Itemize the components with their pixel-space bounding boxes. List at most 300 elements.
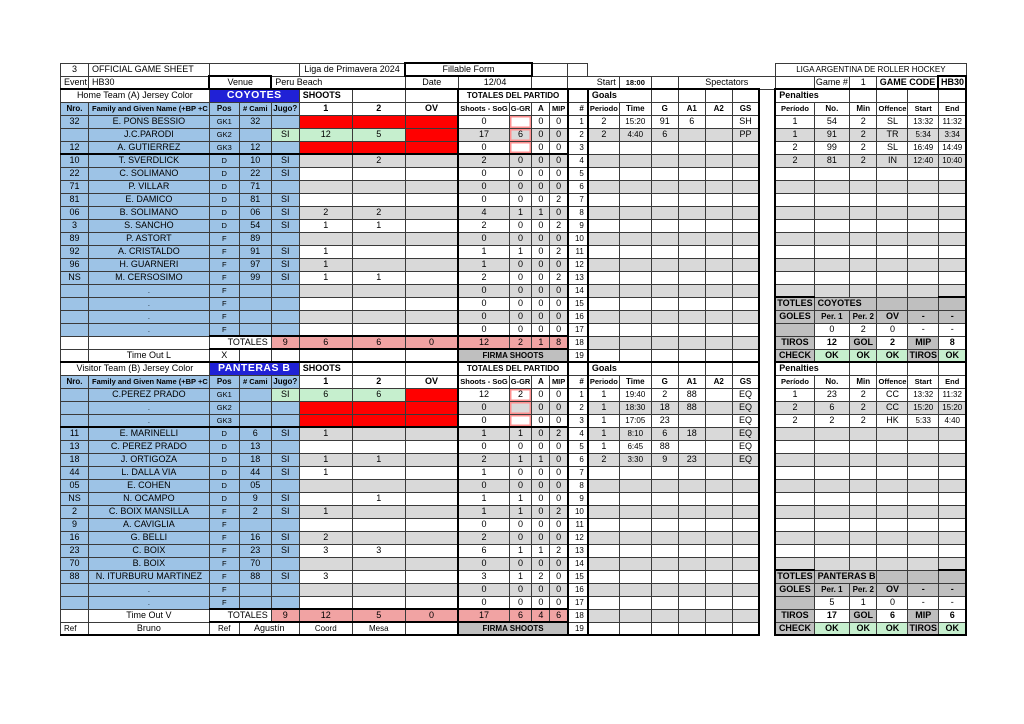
player-mip[interactable]: 0 xyxy=(550,310,568,323)
goal-periodo[interactable] xyxy=(588,297,619,310)
penalty-min[interactable]: 2 xyxy=(850,128,877,141)
penalty-player-no[interactable] xyxy=(814,232,849,245)
goal-scorer[interactable] xyxy=(651,180,678,193)
goal-assist1[interactable] xyxy=(678,557,705,570)
player-a[interactable]: 0 xyxy=(532,258,550,271)
player-nro[interactable]: 81 xyxy=(61,193,89,206)
player-sog[interactable]: 0 xyxy=(458,557,509,570)
shoot-period1-cell[interactable] xyxy=(299,414,352,427)
player-g-gr[interactable]: 0 xyxy=(509,583,532,596)
player-cami[interactable] xyxy=(239,297,271,310)
penalty-end[interactable] xyxy=(938,479,966,492)
shoot-period1-cell[interactable] xyxy=(299,297,352,310)
goal-assist1[interactable] xyxy=(678,206,705,219)
player-sog[interactable]: 2 xyxy=(458,271,509,284)
player-pos[interactable]: F xyxy=(209,583,239,596)
player-a[interactable]: 0 xyxy=(532,154,550,167)
goal-periodo[interactable] xyxy=(588,466,619,479)
goal-periodo[interactable] xyxy=(588,531,619,544)
shoot-period1-cell[interactable]: 2 xyxy=(299,206,352,219)
penalty-start[interactable] xyxy=(908,440,939,453)
player-nro[interactable]: 89 xyxy=(61,232,89,245)
player-pos[interactable]: F xyxy=(209,284,239,297)
player-jugo[interactable]: SI xyxy=(271,258,299,271)
player-cami[interactable] xyxy=(239,583,271,596)
player-mip[interactable]: 0 xyxy=(550,466,568,479)
penalty-offence[interactable]: SL xyxy=(877,115,908,128)
penalty-periodo[interactable] xyxy=(775,232,814,245)
player-g-gr[interactable]: 1 xyxy=(509,492,532,505)
penalty-start[interactable]: 5:34 xyxy=(908,128,939,141)
goal-periodo[interactable] xyxy=(588,336,619,349)
player-pos[interactable]: F xyxy=(209,245,239,258)
player-pos[interactable]: F xyxy=(209,297,239,310)
penalty-player-no[interactable] xyxy=(814,206,849,219)
shoot-ov-cell[interactable] xyxy=(405,583,458,596)
penalty-end[interactable] xyxy=(938,544,966,557)
player-sog[interactable]: 0 xyxy=(458,323,509,336)
penalty-periodo[interactable]: 1 xyxy=(775,115,814,128)
shoot-ov-cell[interactable] xyxy=(405,128,458,141)
player-nro[interactable] xyxy=(61,596,89,609)
penalty-offence[interactable] xyxy=(877,167,908,180)
goal-time[interactable]: 18:30 xyxy=(619,401,651,414)
player-cami[interactable]: 89 xyxy=(239,232,271,245)
player-nro[interactable] xyxy=(61,401,89,414)
shoot-ov-cell[interactable] xyxy=(405,427,458,440)
goal-gs[interactable] xyxy=(732,349,759,362)
penalty-start[interactable] xyxy=(908,505,939,518)
player-pos[interactable]: D xyxy=(209,193,239,206)
penalty-offence[interactable] xyxy=(877,544,908,557)
penalty-periodo[interactable] xyxy=(775,531,814,544)
goal-assist2[interactable] xyxy=(705,258,732,271)
goal-assist1[interactable] xyxy=(678,518,705,531)
goal-gs[interactable]: EQ xyxy=(732,414,759,427)
player-mip[interactable]: 0 xyxy=(550,414,568,427)
goal-assist1[interactable] xyxy=(678,180,705,193)
goal-periodo[interactable] xyxy=(588,271,619,284)
player-g-gr[interactable]: 1 xyxy=(509,544,532,557)
player-jugo[interactable]: SI xyxy=(271,466,299,479)
penalty-min[interactable] xyxy=(850,245,877,258)
player-nro[interactable]: 88 xyxy=(61,570,89,583)
penalty-player-no[interactable]: 23 xyxy=(814,388,849,401)
shoot-period1-cell[interactable] xyxy=(299,284,352,297)
player-g-gr[interactable]: 0 xyxy=(509,479,532,492)
penalty-min[interactable] xyxy=(850,167,877,180)
penalty-player-no[interactable] xyxy=(814,284,849,297)
penalty-player-no[interactable] xyxy=(814,427,849,440)
shoot-ov-cell[interactable] xyxy=(405,401,458,414)
player-name[interactable]: A. CRISTALDO xyxy=(89,245,210,258)
goal-time[interactable] xyxy=(619,206,651,219)
penalty-end[interactable] xyxy=(938,180,966,193)
penalty-periodo[interactable] xyxy=(775,453,814,466)
goal-periodo[interactable]: 2 xyxy=(588,128,619,141)
player-pos[interactable]: F xyxy=(209,518,239,531)
shoot-period1-cell[interactable] xyxy=(299,232,352,245)
shoot-ov-cell[interactable] xyxy=(405,115,458,128)
goal-assist1[interactable] xyxy=(678,531,705,544)
penalty-player-no[interactable] xyxy=(814,557,849,570)
shoot-period2-cell[interactable] xyxy=(352,466,405,479)
penalty-min[interactable] xyxy=(850,180,877,193)
player-sog[interactable]: 1 xyxy=(458,258,509,271)
goal-assist1[interactable] xyxy=(678,349,705,362)
goal-assist1[interactable] xyxy=(678,310,705,323)
penalty-offence[interactable]: HK xyxy=(877,414,908,427)
penalty-end[interactable] xyxy=(938,284,966,297)
penalty-offence[interactable] xyxy=(877,466,908,479)
goal-scorer[interactable]: 88 xyxy=(651,440,678,453)
shoot-period1-cell[interactable] xyxy=(299,557,352,570)
goal-scorer[interactable]: 6 xyxy=(651,128,678,141)
penalty-player-no[interactable] xyxy=(814,440,849,453)
shoot-period1-cell[interactable] xyxy=(299,180,352,193)
penalty-periodo[interactable] xyxy=(775,245,814,258)
goal-scorer[interactable] xyxy=(651,518,678,531)
shoot-period1-cell[interactable] xyxy=(299,310,352,323)
penalty-min[interactable] xyxy=(850,479,877,492)
goal-assist1[interactable] xyxy=(678,297,705,310)
goal-scorer[interactable] xyxy=(651,206,678,219)
player-nro[interactable]: 05 xyxy=(61,479,89,492)
shoot-period2-cell[interactable]: 1 xyxy=(352,492,405,505)
player-a[interactable]: 0 xyxy=(532,128,550,141)
goal-periodo[interactable] xyxy=(588,505,619,518)
penalty-start[interactable]: 13:32 xyxy=(908,115,939,128)
player-g-gr[interactable]: 6 xyxy=(509,128,532,141)
player-sog[interactable]: 0 xyxy=(458,141,509,154)
penalty-min[interactable]: 2 xyxy=(850,414,877,427)
player-cami[interactable]: 10 xyxy=(239,154,271,167)
penalty-player-no[interactable] xyxy=(814,492,849,505)
goal-scorer[interactable] xyxy=(651,154,678,167)
goal-gs[interactable] xyxy=(732,479,759,492)
player-sog[interactable]: 12 xyxy=(458,388,509,401)
player-cami[interactable]: 6 xyxy=(239,427,271,440)
player-pos[interactable]: D xyxy=(209,427,239,440)
penalty-min[interactable]: 2 xyxy=(850,401,877,414)
player-mip[interactable]: 0 xyxy=(550,401,568,414)
penalty-end[interactable] xyxy=(938,557,966,570)
goal-periodo[interactable] xyxy=(588,219,619,232)
player-pos[interactable]: F xyxy=(209,271,239,284)
goal-assist1[interactable] xyxy=(678,440,705,453)
goal-time[interactable] xyxy=(619,167,651,180)
goal-gs[interactable] xyxy=(732,622,759,635)
shoot-ov-cell[interactable] xyxy=(405,466,458,479)
penalty-player-no[interactable] xyxy=(814,219,849,232)
goal-time[interactable] xyxy=(619,466,651,479)
player-g-gr[interactable]: 0 xyxy=(509,297,532,310)
penalty-end[interactable]: 11:32 xyxy=(938,115,966,128)
player-pos[interactable]: F xyxy=(209,531,239,544)
goal-scorer[interactable] xyxy=(651,583,678,596)
goal-assist1[interactable] xyxy=(678,141,705,154)
goal-time[interactable] xyxy=(619,622,651,635)
penalty-player-no[interactable]: 81 xyxy=(814,154,849,167)
goal-periodo[interactable] xyxy=(588,310,619,323)
player-name[interactable]: J. ORTIGOZA xyxy=(89,453,210,466)
player-jugo[interactable]: SI xyxy=(271,219,299,232)
player-name[interactable]: . xyxy=(89,284,210,297)
shoot-period1-cell[interactable] xyxy=(299,492,352,505)
penalty-player-no[interactable] xyxy=(814,518,849,531)
player-name[interactable]: E. PONS BESSIO xyxy=(89,115,210,128)
goal-assist2[interactable] xyxy=(705,206,732,219)
goal-assist2[interactable] xyxy=(705,544,732,557)
player-a[interactable]: 0 xyxy=(532,427,550,440)
penalty-player-no[interactable] xyxy=(814,180,849,193)
goal-assist2[interactable] xyxy=(705,583,732,596)
player-mip[interactable]: 2 xyxy=(550,245,568,258)
player-nro[interactable]: 18 xyxy=(61,453,89,466)
shoot-ov-cell[interactable] xyxy=(405,258,458,271)
goal-periodo[interactable] xyxy=(588,258,619,271)
shoot-period1-cell[interactable]: 1 xyxy=(299,271,352,284)
penalty-player-no[interactable] xyxy=(814,466,849,479)
player-cami[interactable] xyxy=(239,401,271,414)
penalty-start[interactable] xyxy=(908,427,939,440)
shoot-period1-cell[interactable]: 1 xyxy=(299,466,352,479)
goal-assist2[interactable] xyxy=(705,154,732,167)
goal-periodo[interactable] xyxy=(588,323,619,336)
goal-assist1[interactable] xyxy=(678,167,705,180)
player-name[interactable]: J.C.PARODI xyxy=(89,128,210,141)
penalty-periodo[interactable] xyxy=(775,427,814,440)
goal-gs[interactable]: EQ xyxy=(732,453,759,466)
shoot-period2-cell[interactable] xyxy=(352,583,405,596)
goal-assist1[interactable] xyxy=(678,583,705,596)
player-a[interactable]: 0 xyxy=(532,284,550,297)
player-cami[interactable]: 22 xyxy=(239,167,271,180)
goal-assist2[interactable] xyxy=(705,466,732,479)
player-cami[interactable]: 88 xyxy=(239,570,271,583)
penalty-end[interactable]: 11:32 xyxy=(938,388,966,401)
shoot-period1-cell[interactable] xyxy=(299,401,352,414)
goal-scorer[interactable] xyxy=(651,193,678,206)
player-nro[interactable]: 23 xyxy=(61,544,89,557)
penalty-end[interactable] xyxy=(938,219,966,232)
shoot-ov-cell[interactable] xyxy=(405,505,458,518)
goal-assist1[interactable] xyxy=(678,258,705,271)
player-a[interactable]: 0 xyxy=(532,401,550,414)
goal-time[interactable] xyxy=(619,583,651,596)
penalty-min[interactable] xyxy=(850,284,877,297)
player-name[interactable]: . xyxy=(89,414,210,427)
player-nro[interactable]: 96 xyxy=(61,258,89,271)
goal-scorer[interactable] xyxy=(651,167,678,180)
player-nro[interactable]: NS xyxy=(61,492,89,505)
player-g-gr[interactable]: 0 xyxy=(509,167,532,180)
player-name[interactable]: . xyxy=(89,583,210,596)
goal-time[interactable] xyxy=(619,570,651,583)
penalty-offence[interactable] xyxy=(877,284,908,297)
penalty-end[interactable] xyxy=(938,531,966,544)
player-sog[interactable]: 17 xyxy=(458,128,509,141)
player-jugo[interactable] xyxy=(271,583,299,596)
player-cami[interactable]: 16 xyxy=(239,531,271,544)
penalty-start[interactable]: 16:49 xyxy=(908,141,939,154)
goal-assist1[interactable] xyxy=(678,336,705,349)
goal-periodo[interactable] xyxy=(588,518,619,531)
penalty-offence[interactable] xyxy=(877,505,908,518)
goal-gs[interactable] xyxy=(732,154,759,167)
player-a[interactable]: 0 xyxy=(532,245,550,258)
shoot-period2-cell[interactable] xyxy=(352,284,405,297)
player-nro[interactable]: NS xyxy=(61,271,89,284)
goal-gs[interactable] xyxy=(732,466,759,479)
shoot-period2-cell[interactable]: 1 xyxy=(352,271,405,284)
player-mip[interactable]: 0 xyxy=(550,479,568,492)
shoot-period1-cell[interactable] xyxy=(299,440,352,453)
shoot-ov-cell[interactable] xyxy=(405,206,458,219)
player-jugo[interactable]: SI xyxy=(271,453,299,466)
penalty-start[interactable] xyxy=(908,219,939,232)
goal-assist2[interactable] xyxy=(705,349,732,362)
shoot-ov-cell[interactable] xyxy=(405,193,458,206)
goal-assist2[interactable] xyxy=(705,622,732,635)
player-cami[interactable]: 2 xyxy=(239,505,271,518)
goal-periodo[interactable]: 1 xyxy=(588,388,619,401)
goal-time[interactable] xyxy=(619,193,651,206)
goal-assist2[interactable] xyxy=(705,284,732,297)
player-sog[interactable]: 0 xyxy=(458,232,509,245)
timeout-x-mark[interactable]: X xyxy=(209,349,239,362)
goal-assist2[interactable] xyxy=(705,310,732,323)
player-sog[interactable]: 0 xyxy=(458,440,509,453)
event-value[interactable]: HB30 xyxy=(89,76,210,89)
player-g-gr[interactable]: 1 xyxy=(509,570,532,583)
player-a[interactable]: 0 xyxy=(532,271,550,284)
shoot-period1-cell[interactable]: 3 xyxy=(299,544,352,557)
goal-scorer[interactable] xyxy=(651,310,678,323)
player-g-gr[interactable]: 0 xyxy=(509,232,532,245)
goal-gs[interactable] xyxy=(732,271,759,284)
shoot-ov-cell[interactable] xyxy=(405,479,458,492)
goal-time[interactable] xyxy=(619,518,651,531)
player-name[interactable]: C.PEREZ PRADO xyxy=(89,388,210,401)
penalty-start[interactable] xyxy=(908,557,939,570)
shoot-period1-cell[interactable] xyxy=(299,193,352,206)
player-g-gr[interactable]: 1 xyxy=(509,505,532,518)
player-pos[interactable]: D xyxy=(209,219,239,232)
penalty-start[interactable] xyxy=(908,193,939,206)
goal-scorer[interactable] xyxy=(651,297,678,310)
player-nro[interactable]: 16 xyxy=(61,531,89,544)
penalty-end[interactable] xyxy=(938,167,966,180)
shoot-ov-cell[interactable] xyxy=(405,323,458,336)
penalty-start[interactable] xyxy=(908,167,939,180)
player-sog[interactable]: 0 xyxy=(458,518,509,531)
goal-time[interactable] xyxy=(619,336,651,349)
penalty-min[interactable] xyxy=(850,492,877,505)
goal-time[interactable] xyxy=(619,492,651,505)
goal-assist1[interactable]: 6 xyxy=(678,115,705,128)
player-cami[interactable] xyxy=(239,388,271,401)
player-pos[interactable]: GK3 xyxy=(209,141,239,154)
goal-time[interactable]: 19:40 xyxy=(619,388,651,401)
player-a[interactable]: 1 xyxy=(532,453,550,466)
player-a[interactable]: 0 xyxy=(532,193,550,206)
goal-gs[interactable] xyxy=(732,336,759,349)
shoot-ov-cell[interactable] xyxy=(405,297,458,310)
player-nro[interactable]: 70 xyxy=(61,557,89,570)
goal-assist1[interactable] xyxy=(678,596,705,609)
player-jugo[interactable] xyxy=(271,401,299,414)
player-cami[interactable]: 54 xyxy=(239,219,271,232)
player-pos[interactable]: D xyxy=(209,440,239,453)
player-name[interactable]: L. DALLA VIA xyxy=(89,466,210,479)
penalty-player-no[interactable]: 54 xyxy=(814,115,849,128)
player-sog[interactable]: 0 xyxy=(458,414,509,427)
goal-periodo[interactable] xyxy=(588,557,619,570)
start-time[interactable]: 18:00 xyxy=(619,76,651,89)
penalty-start[interactable] xyxy=(908,544,939,557)
player-cami[interactable]: 06 xyxy=(239,206,271,219)
goal-gs[interactable] xyxy=(732,206,759,219)
player-name[interactable]: N. OCAMPO xyxy=(89,492,210,505)
player-jugo[interactable] xyxy=(271,414,299,427)
player-a[interactable]: 0 xyxy=(532,323,550,336)
player-mip[interactable]: 0 xyxy=(550,141,568,154)
player-pos[interactable]: GK2 xyxy=(209,128,239,141)
goal-gs[interactable] xyxy=(732,518,759,531)
player-sog[interactable]: 1 xyxy=(458,466,509,479)
shoot-period1-cell[interactable] xyxy=(299,323,352,336)
penalty-min[interactable] xyxy=(850,271,877,284)
player-sog[interactable]: 0 xyxy=(458,284,509,297)
goal-scorer[interactable] xyxy=(651,271,678,284)
player-pos[interactable]: F xyxy=(209,570,239,583)
penalty-offence[interactable]: CC xyxy=(877,401,908,414)
goal-assist1[interactable] xyxy=(678,479,705,492)
player-mip[interactable]: 0 xyxy=(550,180,568,193)
penalty-start[interactable] xyxy=(908,466,939,479)
goal-gs[interactable] xyxy=(732,583,759,596)
player-nro[interactable]: 9 xyxy=(61,518,89,531)
goal-assist2[interactable] xyxy=(705,531,732,544)
goal-periodo[interactable]: 2 xyxy=(588,453,619,466)
goal-assist2[interactable] xyxy=(705,141,732,154)
goal-gs[interactable] xyxy=(732,141,759,154)
player-g-gr[interactable] xyxy=(509,115,532,128)
penalty-player-no[interactable] xyxy=(814,544,849,557)
shoot-period1-cell[interactable] xyxy=(299,167,352,180)
goal-scorer[interactable] xyxy=(651,531,678,544)
shoot-period2-cell[interactable]: 2 xyxy=(352,154,405,167)
player-jugo[interactable]: SI xyxy=(271,505,299,518)
penalty-min[interactable] xyxy=(850,544,877,557)
goal-scorer[interactable]: 91 xyxy=(651,115,678,128)
goal-scorer[interactable] xyxy=(651,349,678,362)
player-a[interactable]: 1 xyxy=(532,206,550,219)
goal-periodo[interactable] xyxy=(588,583,619,596)
goal-gs[interactable] xyxy=(732,297,759,310)
shoot-ov-cell[interactable] xyxy=(405,414,458,427)
timeout-button[interactable]: Time Out L xyxy=(89,349,210,362)
player-sog[interactable]: 2 xyxy=(458,219,509,232)
goal-time[interactable]: 6:45 xyxy=(619,440,651,453)
goal-scorer[interactable] xyxy=(651,544,678,557)
penalty-start[interactable] xyxy=(908,479,939,492)
player-mip[interactable]: 2 xyxy=(550,271,568,284)
player-a[interactable]: 0 xyxy=(532,466,550,479)
penalty-offence[interactable] xyxy=(877,232,908,245)
penalty-start[interactable]: 15:20 xyxy=(908,401,939,414)
